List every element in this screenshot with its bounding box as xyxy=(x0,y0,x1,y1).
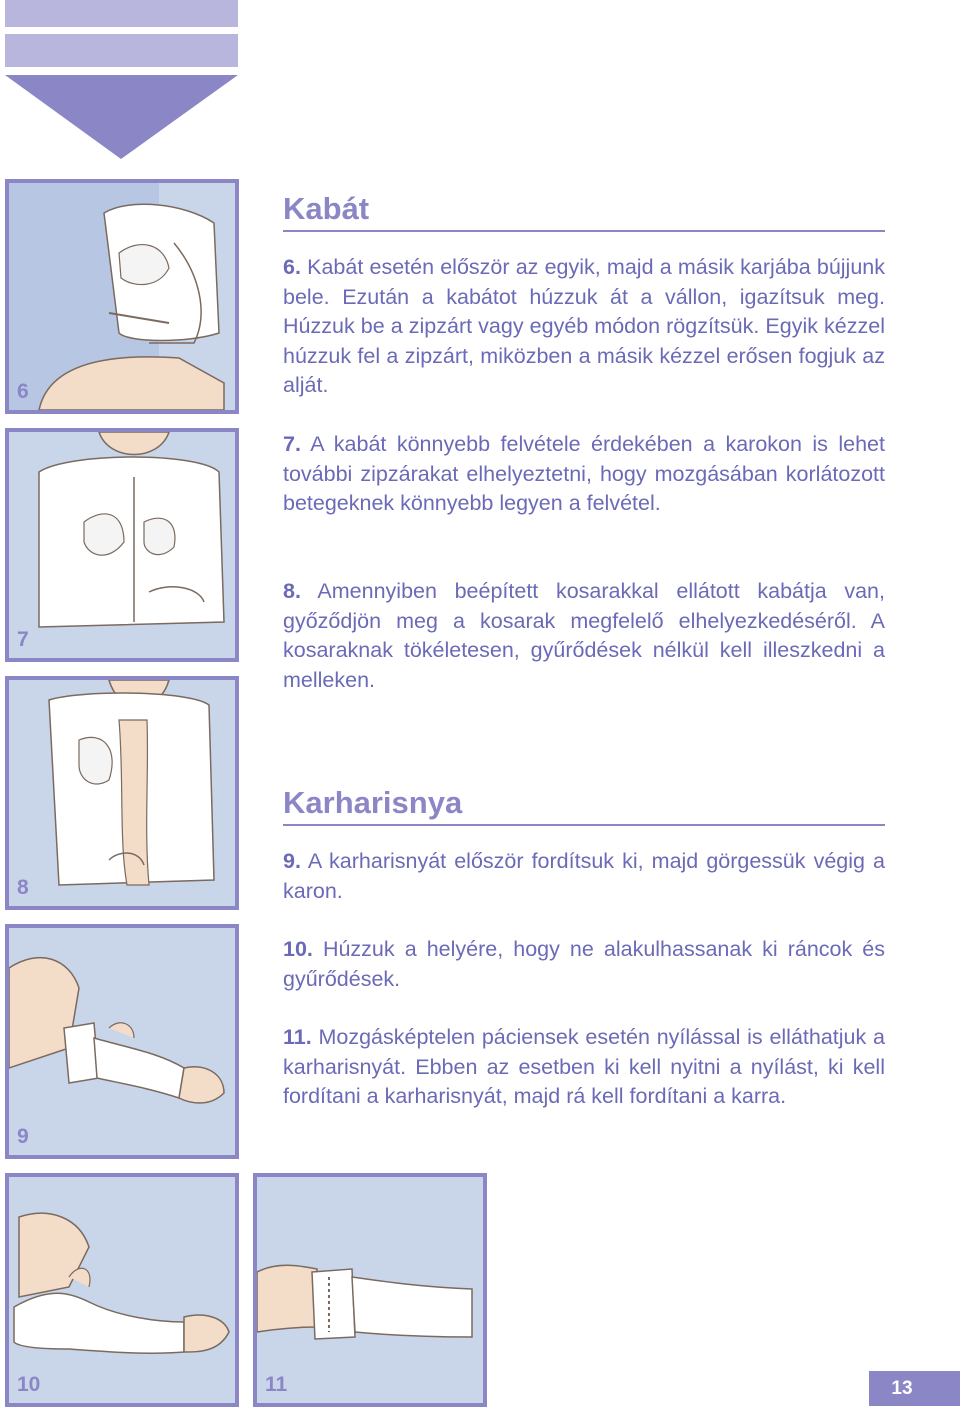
section-heading-karharisnya: Karharisnya xyxy=(283,784,885,826)
chevron-down-icon xyxy=(5,75,238,159)
header-bar-2 xyxy=(5,34,238,67)
figure-6-illustration xyxy=(9,183,235,410)
figure-11 xyxy=(253,1173,487,1407)
step-10-number: 10. xyxy=(283,937,313,961)
step-6 xyxy=(283,253,885,401)
figure-7 xyxy=(5,428,239,662)
step-8-number: 8. xyxy=(283,579,301,603)
step-11 xyxy=(283,1023,885,1112)
step-9 xyxy=(283,847,885,906)
figure-11-number: 11 xyxy=(265,1373,288,1396)
figure-9-number: 9 xyxy=(17,1125,29,1148)
figure-9-illustration xyxy=(9,928,235,1155)
figure-11-illustration xyxy=(257,1177,483,1403)
step-9-text: A karharisnyát először fordítsuk ki, majd görgessük végig a karon. xyxy=(283,849,885,903)
step-6-text: Kabát esetén először az egyik, majd a másik karjába bújjunk bele. Ezután a kabátot húzzuk át a vállon, igazítsuk meg. Húzzuk be a zipzárt vagy egyéb módon rögzítsük. Egyik kézzel húzzuk fel a zipzárt, miközben a másik kézzel erősen fogjuk az alját. xyxy=(283,255,885,397)
figure-8-number: 8 xyxy=(17,876,29,899)
step-11-text: Mozgásképtelen páciensek esetén nyílással is elláthatjuk a karharisnyát. Ebben az esetben ki kell nyitni a nyílást, ki kell fordítani a karharisnyát, majd rá kell fordítani a karra. xyxy=(283,1025,885,1108)
section-heading-kabat: Kabát xyxy=(283,190,885,232)
header-bar-1 xyxy=(5,0,238,27)
step-6-number: 6. xyxy=(283,255,301,279)
figure-8 xyxy=(5,676,239,910)
figure-10 xyxy=(5,1173,239,1407)
step-11-number: 11. xyxy=(283,1025,312,1049)
figure-7-illustration xyxy=(9,432,235,658)
step-9-number: 9. xyxy=(283,849,301,873)
step-10 xyxy=(283,935,885,994)
step-8 xyxy=(283,577,885,695)
figure-6-number: 6 xyxy=(17,380,29,403)
step-10-text: Húzzuk a helyére, hogy ne alakulhassanak ki ráncok és gyűrődések. xyxy=(283,937,886,991)
step-8-text: Amennyiben beépített kosarakkal ellátott kabátja van, győződjön meg a kosarak megfelelő elhelyezkedéséről. A kosaraknak tökéletesen, gyűrődések nélkül kell illeszkedni a melleken. xyxy=(283,579,885,692)
figure-6 xyxy=(5,179,239,414)
figure-10-illustration xyxy=(9,1177,235,1403)
figure-10-number: 10 xyxy=(17,1373,41,1396)
step-7-text: A kabát könnyebb felvétele érdekében a karokon is lehet további zipzárakat elhelyeztetni, hogy mozgásában korlátozott betegeknek könnyebb legyen a felvétel. xyxy=(283,432,885,515)
step-7 xyxy=(283,430,885,519)
page-number: 13 xyxy=(891,1378,913,1399)
figure-7-number: 7 xyxy=(17,628,29,651)
figure-8-illustration xyxy=(9,680,235,906)
figure-9 xyxy=(5,924,239,1159)
step-7-number: 7. xyxy=(283,432,301,456)
